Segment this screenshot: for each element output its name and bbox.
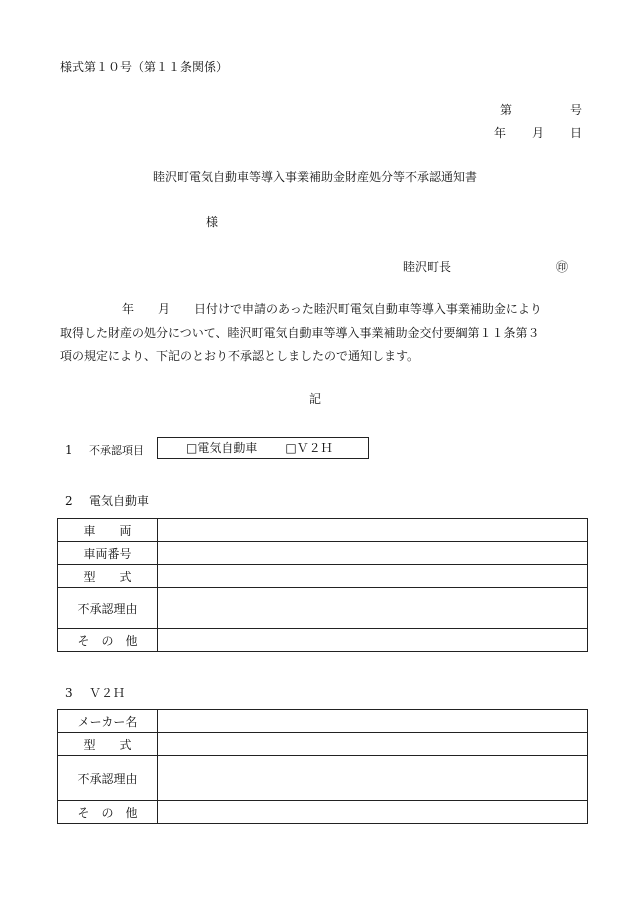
v2h-row-value xyxy=(158,733,588,756)
table-row xyxy=(58,588,588,629)
v2h-table xyxy=(57,709,588,824)
body-line-2: 取得した財産の処分について、睦沢町電気自動車等導入事業補助金交付要綱第１１条第３ xyxy=(60,325,540,340)
section1-label: 不承認項目 xyxy=(89,444,144,457)
v2h-row-value xyxy=(158,801,588,824)
table-row xyxy=(58,733,588,756)
v2h-row-label: メーカー名 xyxy=(58,710,158,733)
ev-row-value xyxy=(158,542,588,565)
ev-row-label: 型 式 xyxy=(58,565,158,588)
form-number: 様式第１０号（第１１条関係） xyxy=(60,60,229,74)
document-number-line xyxy=(500,101,582,118)
table-row xyxy=(58,756,588,801)
date-year-label: 年 xyxy=(493,126,506,140)
number-prefix: 第 xyxy=(499,103,512,117)
rejected-item-box xyxy=(157,437,369,459)
v2h-row-label: 不承認理由 xyxy=(58,756,158,801)
section3-title: Ｖ２Ｈ xyxy=(89,686,126,700)
ev-row-label: 車両番号 xyxy=(58,542,158,565)
ev-row-label: 車 両 xyxy=(58,519,158,542)
table-row xyxy=(58,565,588,588)
section3-number: 3 xyxy=(65,686,73,700)
addressee-suffix: 様 xyxy=(206,215,219,229)
section2-heading xyxy=(65,492,149,509)
ev-row-value xyxy=(158,519,588,542)
body-line-3: 項の規定により、下記のとおり不承認としましたので通知します。 xyxy=(60,349,420,363)
ev-row-value xyxy=(158,588,588,629)
v2h-row-value xyxy=(158,710,588,733)
number-suffix: 号 xyxy=(569,103,582,117)
seal-mark: ㊞ xyxy=(556,260,569,274)
table-row xyxy=(58,629,588,652)
sender-name: 睦沢町長 xyxy=(403,260,452,274)
ev-row-value xyxy=(158,629,588,652)
option-ev-checkbox[interactable]: □電気自動車 xyxy=(186,441,258,455)
table-row xyxy=(58,710,588,733)
v2h-row-label: 型 式 xyxy=(58,733,158,756)
body-paragraph xyxy=(60,298,590,369)
table-row xyxy=(58,542,588,565)
ev-row-label: 不承認理由 xyxy=(58,588,158,629)
section1-number: 1 xyxy=(65,443,73,457)
option-v2h-checkbox[interactable]: □Ｖ２Ｈ xyxy=(285,441,333,455)
v2h-row-value xyxy=(158,756,588,801)
table-row xyxy=(58,801,588,824)
section2-title: 電気自動車 xyxy=(89,494,150,508)
section3-heading xyxy=(65,684,125,701)
v2h-row-label: そ の 他 xyxy=(58,801,158,824)
ki-heading: 記 xyxy=(308,392,321,406)
body-line-1: 年 月 日付けで申請のあった睦沢町電気自動車等導入事業補助金により xyxy=(122,302,542,316)
ev-table xyxy=(57,518,588,652)
date-month-label: 月 xyxy=(531,126,544,140)
section2-number: 2 xyxy=(65,494,73,508)
section1-heading xyxy=(65,442,144,458)
table-row xyxy=(58,519,588,542)
ev-row-label: そ の 他 xyxy=(58,629,158,652)
date-day-label: 日 xyxy=(569,126,582,140)
ev-row-value xyxy=(158,565,588,588)
document-title: 睦沢町電気自動車等導入事業補助金財産処分等不承認通知書 xyxy=(152,170,477,184)
issue-date-line xyxy=(494,124,582,141)
